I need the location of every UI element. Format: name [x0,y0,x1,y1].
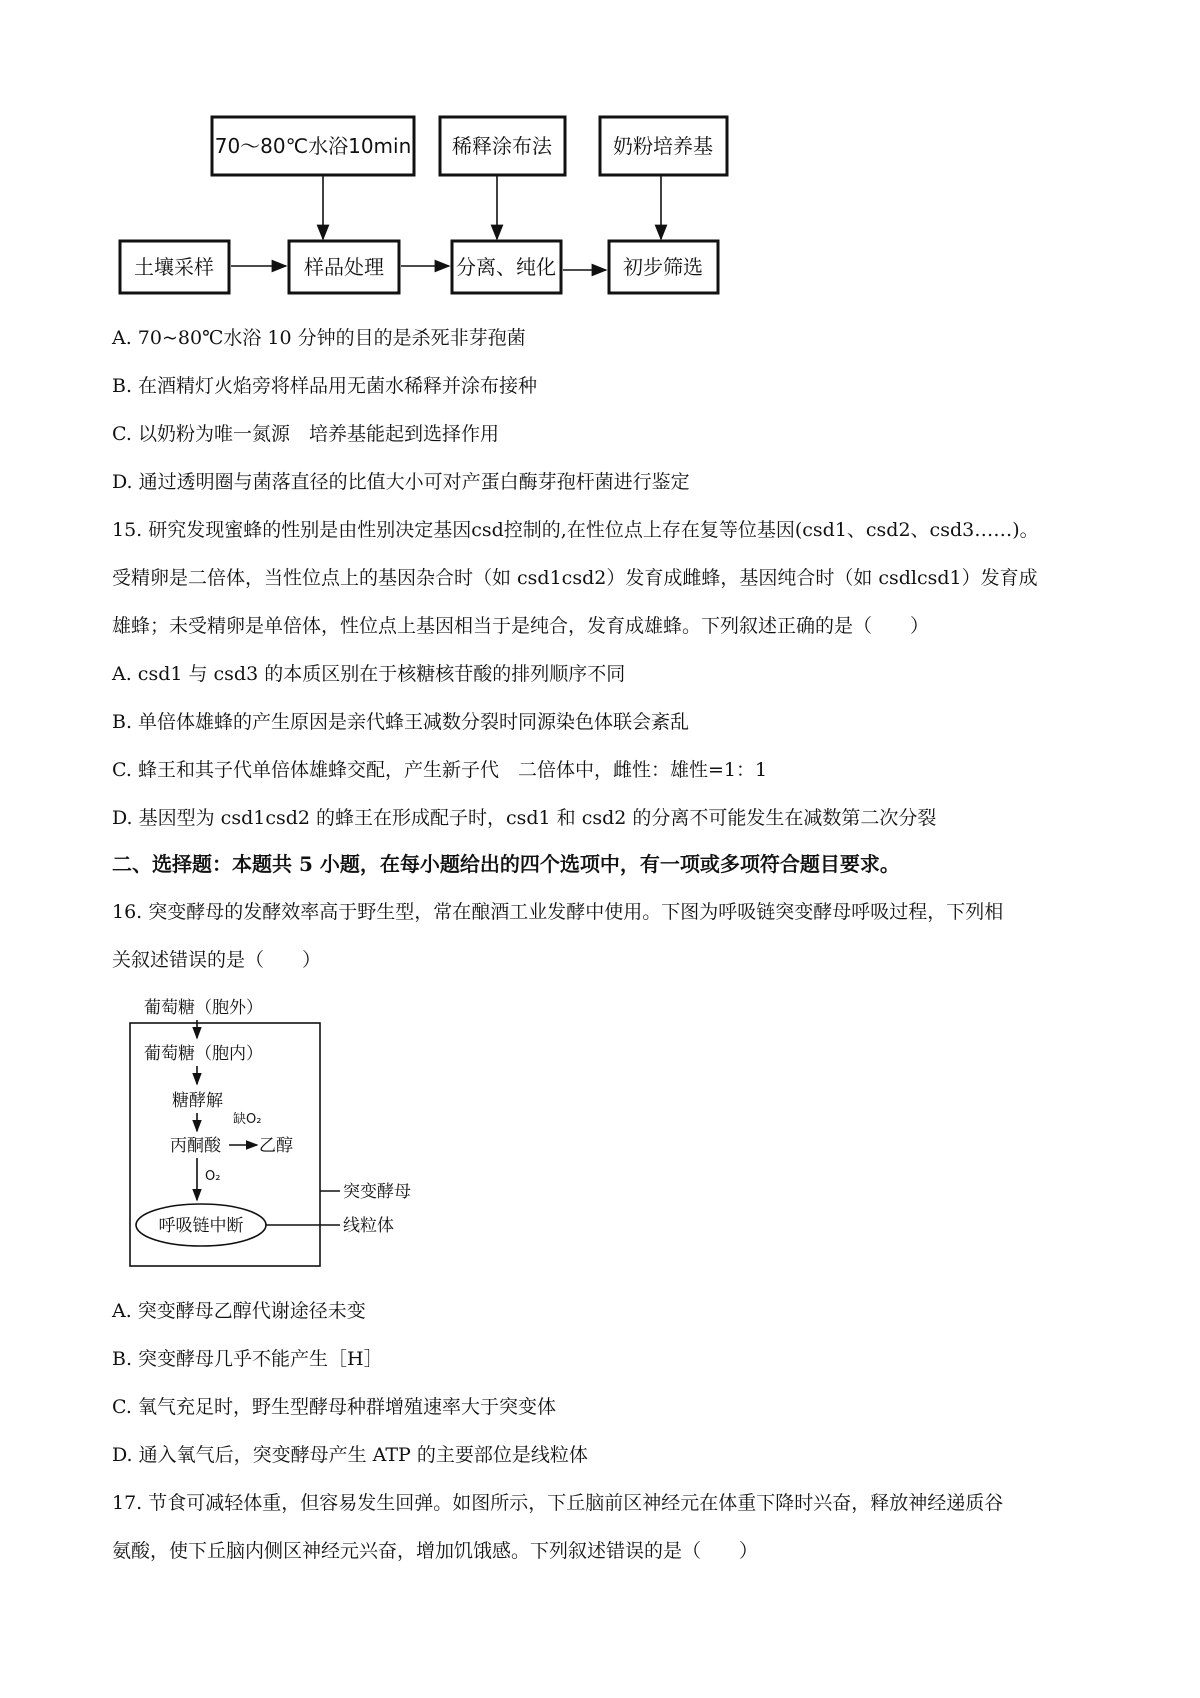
q15-option-a: A. csd1 与 csd3 的本质区别在于核糖核苷酸的排列顺序不同 [112,663,626,685]
q17-stem-line-1: 17. 节食可减轻体重，但容易发生回弹。如图所示，下丘脑前区神经元在体重下降时兴奋，释放神经递质谷 [112,1492,1004,1514]
flow-label-soil: 土壤采样 [134,255,214,279]
flow-label-isolate: 分离、纯化 [456,255,556,279]
q14-option-b: B. 在酒精灯火焰旁将样品用无菌水稀释并涂布接种 [112,375,538,397]
q15-option-d: D. 基因型为 csd1csd2 的蜂王在形成配子时，csd1 和 csd2 的分离不可能发生在减数第二次分裂 [112,807,937,829]
diagram-cell-border [130,1023,320,1266]
diagram-mitochondrion [136,1204,266,1246]
q16-option-b: B. 突变酵母几乎不能产生［H］ [112,1348,383,1370]
q14-option-c: C. 以奶粉为唯一氮源 培养基能起到选择作用 [112,423,499,445]
flow-label-screen: 初步筛选 [623,255,703,279]
section-title: 二、选择题：本题共 5 小题，在每小题给出的四个选项中，有一项或多项符合题目要求。 [112,852,900,876]
diagram-glucose-out: 葡萄糖（胞外） [144,998,263,1018]
diagram-pyruvate: 丙酮酸 [170,1136,221,1156]
diagram-mutant-label: 突变酵母 [343,1182,411,1202]
flow-label-process: 样品处理 [304,255,384,279]
q16-stem-line-1: 16. 突变酵母的发酵效率高于野生型，常在酿酒工业发酵中使用。下图为呼吸链突变酵母呼吸过程，下列相 [112,901,1004,923]
q16-option-d: D. 通入氧气后，突变酵母产生 ATP 的主要部位是线粒体 [112,1444,588,1466]
flow-label-milk-medium: 奶粉培养基 [613,134,713,158]
diagram-chain-break: 呼吸链中断 [158,1216,244,1236]
q15-option-c: C. 蜂王和其子代单倍体雄蜂交配，产生新子代 二倍体中，雌性：雄性=1：1 [112,759,768,781]
flow-label-dilution: 稀释涂布法 [452,134,552,158]
q16-option-c: C. 氧气充足时，野生型酵母种群增殖速率大于突变体 [112,1396,556,1418]
q15-stem-line-1: 15. 研究发现蜜蜂的性别是由性别决定基因csd控制的,在性位点上存在复等位基因(csd1、csd2、csd3……)。 [112,519,1039,541]
diagram-glycolysis: 糖酵解 [172,1091,223,1111]
diagram-oxygen: O₂ [205,1169,221,1184]
q14-option-d: D. 通过透明圈与菌落直径的比值大小可对产蛋白酶芽孢杆菌进行鉴定 [112,471,690,493]
q14-option-a: A. 70~80℃水浴 10 分钟的目的是杀死非芽孢菌 [112,327,526,349]
diagram-anoxic: 缺O₂ [233,1112,262,1127]
diagram-ethanol: 乙醇 [259,1136,293,1156]
q17-stem-line-2: 氨酸，使下丘脑内侧区神经元兴奋，增加饥饿感。下列叙述错误的是（ ） [112,1540,759,1562]
q16-option-a: A. 突变酵母乙醇代谢途径未变 [112,1300,366,1322]
q16-stem-line-2: 关叙述错误的是（ ） [112,949,322,971]
q15-stem-line-3: 雄蜂；未受精卵是单倍体，性位点上基因相当于是纯合，发育成雄蜂。下列叙述正确的是（ ） [112,615,930,637]
q15-option-b: B. 单倍体雄蜂的产生原因是亲代蜂王减数分裂时同源染色体联会紊乱 [112,711,690,733]
diagram-mito-label: 线粒体 [343,1216,394,1236]
q15-stem-line-2: 受精卵是二倍体，当性位点上的基因杂合时（如 csd1csd2）发育成雌蜂，基因纯合时（如 csdlcsd1）发育成 [112,567,1038,589]
diagram-glucose-in: 葡萄糖（胞内） [144,1044,263,1064]
flowchart-q14 [0,0,1200,320]
flow-label-water-bath: 70～80℃水浴10min [214,134,412,158]
